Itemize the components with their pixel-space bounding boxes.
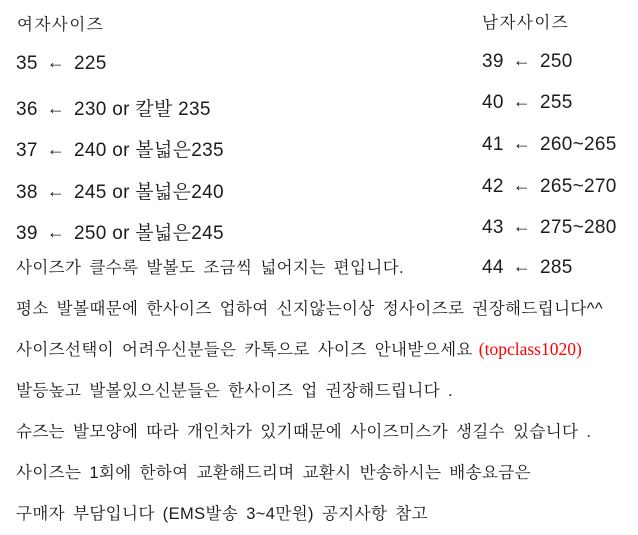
- men-size-row: [482, 51, 573, 73]
- mm-size: 260~265: [540, 134, 617, 155]
- left-arrow-icon: ←: [512, 256, 532, 276]
- left-arrow-icon: ←: [512, 133, 532, 153]
- mm-size: 225: [74, 53, 107, 74]
- mm-size: 240 or 볼넓은235: [74, 140, 224, 161]
- eu-size: 36: [16, 99, 38, 120]
- eu-size: 37: [16, 140, 38, 161]
- eu-size: 43: [482, 217, 504, 238]
- men-size-row: [482, 217, 617, 239]
- men-size-row: [482, 134, 617, 156]
- mm-size: 250: [540, 51, 573, 72]
- note-line: [16, 418, 591, 442]
- mm-size: 285: [540, 257, 573, 278]
- note-line: [16, 459, 531, 483]
- eu-size: 40: [482, 92, 504, 113]
- left-arrow-icon: ←: [512, 175, 532, 195]
- eu-size: 38: [16, 182, 38, 203]
- note-line: [16, 377, 453, 401]
- mm-size: 250 or 볼넓은245: [74, 223, 224, 244]
- left-arrow-icon: ←: [46, 139, 66, 159]
- left-arrow-icon: ←: [46, 222, 66, 242]
- men-size-row: [482, 92, 573, 114]
- note-text: 평소 발볼때문에 한사이즈 업하여 신지않는이상 정사이즈로 권장해드립니다^^: [16, 300, 604, 318]
- men-size-header: 남자사이즈: [482, 14, 570, 32]
- left-arrow-icon: ←: [512, 50, 532, 70]
- left-arrow-icon: ←: [512, 216, 532, 236]
- mm-size: 245 or 볼넓은240: [74, 182, 224, 203]
- women-size-row: [16, 53, 107, 75]
- note-line: [16, 295, 603, 319]
- women-size-header: 여자사이즈: [17, 16, 105, 34]
- eu-size: 41: [482, 134, 504, 155]
- note-text: 사이즈는 1회에 한하여 교환해드리며 교환시 반송하시는 배송요금은: [16, 464, 531, 482]
- eu-size: 42: [482, 176, 504, 197]
- note-text: 사이즈선택이 어려우신분들은 카톡으로 사이즈 안내받으세요: [16, 341, 473, 359]
- left-arrow-icon: ←: [46, 98, 66, 118]
- note-text: 구매자 부담입니다 (EMS발송 3~4만원) 공지사항 참고: [16, 505, 428, 523]
- women-size-row: [16, 135, 224, 162]
- note-line: [16, 254, 404, 278]
- mm-size: 230 or 칼발 235: [74, 99, 211, 120]
- women-size-row: [16, 218, 224, 245]
- mm-size: 275~280: [540, 217, 617, 238]
- left-arrow-icon: ←: [512, 91, 532, 111]
- men-size-row: [482, 257, 573, 279]
- note-line: [16, 500, 428, 524]
- eu-size: 44: [482, 257, 504, 278]
- note-text: 사이즈가 클수록 발볼도 조금씩 넓어지는 편입니다.: [16, 259, 405, 277]
- mm-size: 265~270: [540, 176, 617, 197]
- left-arrow-icon: ←: [46, 181, 66, 201]
- eu-size: 35: [16, 53, 38, 74]
- women-size-row: [16, 94, 211, 121]
- note-text: 발등높고 발볼있으신분들은 한사이즈 업 권장해드립니다 .: [16, 382, 454, 400]
- eu-size: 39: [16, 223, 38, 244]
- note-line: [16, 336, 582, 360]
- left-arrow-icon: ←: [46, 52, 66, 72]
- note-text: 슈즈는 발모양에 따라 개인차가 있기때문에 사이즈미스가 생길수 있습니다 .: [16, 423, 592, 441]
- mm-size: 255: [540, 92, 573, 113]
- men-size-row: [482, 176, 617, 198]
- women-size-row: [16, 177, 224, 204]
- eu-size: 39: [482, 51, 504, 72]
- kakao-id-highlight: (topclass1020): [478, 339, 582, 359]
